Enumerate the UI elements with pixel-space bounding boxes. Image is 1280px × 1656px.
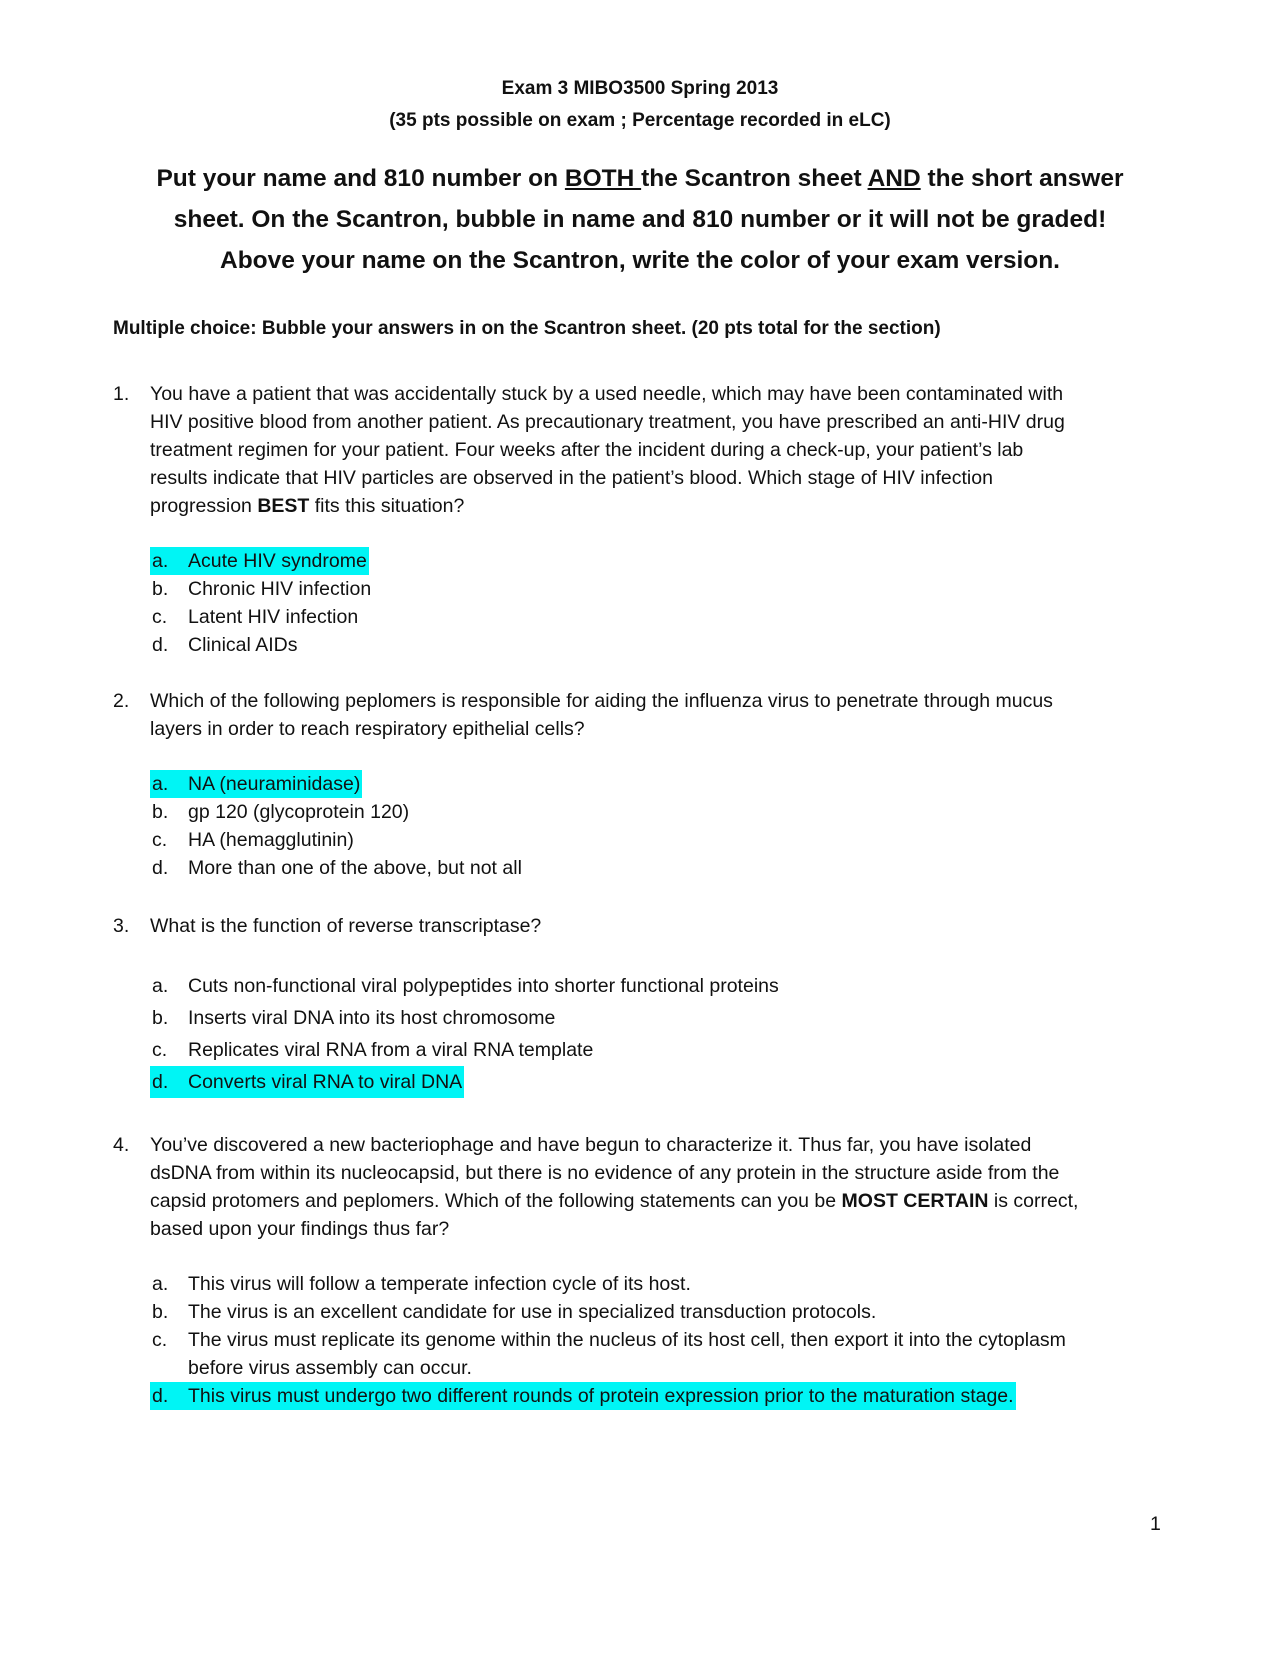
option-body [150,1270,693,1298]
option-a [150,1270,1183,1298]
option-text: Cuts non-functional viral polypeptides into shorter functional proteins [188,975,779,997]
option-c [150,826,1183,854]
option-text: Clinical AIDs [188,634,298,656]
option-text: This virus will follow a temperate infection cycle of its host. [188,1273,691,1295]
option-text: Replicates viral RNA from a viral RNA template [188,1039,594,1061]
option-text: HA (hemagglutinin) [188,829,354,851]
option-letter: c. [152,606,168,628]
question-number: 1. [113,383,130,405]
option-text: The virus must replicate its genome within the nucleus of its host cell, then export it into the cytoplasm [188,1329,1066,1351]
option-b [150,1002,1183,1034]
option-b [150,1298,1183,1326]
page-number: 1 [1150,1513,1161,1535]
question-emphasis: MOST CERTAIN [841,1190,989,1212]
option-d [150,854,1183,882]
question-number: 4. [113,1134,130,1156]
option-letter: d. [152,857,169,879]
instructions-line-1 [100,158,1180,199]
question-line-text: is correct, [988,1190,1079,1212]
instructions-text: the short answer [920,165,1124,192]
question-text [150,380,1183,520]
option-letter: b. [152,1007,169,1029]
option-text: Acute HIV syndrome [188,550,367,572]
answer-options [150,1270,1183,1410]
option-c [150,1034,1183,1066]
answer-options [150,547,1183,659]
question-line: Which of the following peplomers is responsible for aiding the influenza virus to penetrate through mucus [150,690,1053,712]
question-line: results indicate that HIV particles are observed in the patient’s blood. Which stage of HIV infection [150,467,993,489]
option-c [150,603,1183,631]
option-b [150,575,1183,603]
question-line: What is the function of reverse transcriptase? [150,915,542,937]
question-line [150,492,1183,520]
option-body [150,603,360,631]
option-a [150,770,1183,798]
question-stem [113,912,1183,940]
option-text: gp 120 (glycoprotein 120) [188,801,410,823]
instructions-text: Put your name and 810 number on [156,165,565,192]
question-stem [113,1131,1183,1243]
option-letter: b. [152,1301,169,1323]
option-body [150,970,781,1002]
option-letter: a. [152,975,169,997]
option-text-continued: before virus assembly can occur. [188,1357,472,1379]
instructions-text: the Scantron sheet [641,165,868,192]
question-stem [113,687,1183,743]
option-letter: a. [152,1273,169,1295]
answer-options [150,970,1183,1098]
option-letter: d. [152,1071,169,1093]
option-body [150,631,299,659]
option-letter: d. [152,1385,169,1407]
instructions-line-2: sheet. On the Scantron, bubble in name and 810 number or it will not be graded! [173,206,1107,233]
option-letter: a. [152,550,169,572]
option-body [150,798,411,826]
option-text: The virus is an excellent candidate for use in specialized transduction protocols. [188,1301,877,1323]
option-letter: a. [152,773,169,795]
question-line: based upon your findings thus far? [150,1218,450,1240]
option-letter: d. [152,634,169,656]
question-4 [113,1131,1183,1410]
option-body [150,854,524,882]
option-letter: c. [152,1039,168,1061]
question-line: You have a patient that was accidentally stuck by a used needle, which may have been contaminated with [150,383,1064,405]
option-letter: b. [152,578,169,600]
option-a [150,970,1183,1002]
option-body [150,1326,1068,1382]
exam-title: Exam 3 MIBO3500 Spring 2013 [501,78,779,99]
question-number: 3. [113,915,130,937]
option-text: Latent HIV infection [188,606,359,628]
question-text [150,912,1183,940]
option-body [150,826,356,854]
question-text [150,687,1183,743]
option-text: NA (neuraminidase) [188,773,361,795]
question-line-text: capsid protomers and peplomers. Which of the following statements can you be [150,1190,842,1212]
question-3 [113,912,1183,1098]
option-d [150,631,1183,659]
option-body [150,1034,595,1066]
instructions-line-3: Above your name on the Scantron, write the color of your exam version. [220,247,1060,274]
question-line: layers in order to reach respiratory epithelial cells? [150,718,585,740]
option-letter: b. [152,801,169,823]
question-line-text: fits this situation? [309,495,465,517]
correct-answer-highlight [150,547,369,575]
question-line: treatment regimen for your patient. Four weeks after the incident during a check-up, your patient’s lab [150,439,1024,461]
correct-answer-highlight [150,1382,1016,1410]
question-line [150,1187,1183,1215]
section-heading: Multiple choice: Bubble your answers in on the Scantron sheet. (20 pts total for the section) [113,318,941,339]
option-text: More than one of the above, but not all [188,857,522,879]
correct-answer-highlight [150,770,362,798]
option-text: Chronic HIV infection [188,578,372,600]
instructions-both: BOTH [564,165,642,192]
question-1 [113,380,1183,659]
question-line: HIV positive blood from another patient. As precautionary treatment, you have prescribed an anti-HIV drug [150,411,1065,433]
answer-options [150,770,1183,882]
option-letter: c. [152,829,168,851]
option-d [150,1382,1183,1410]
question-text [150,1131,1183,1243]
option-a [150,547,1183,575]
question-number: 2. [113,690,130,712]
question-line: dsDNA from within its nucleocapsid, but there is no evidence of any protein in the structure aside from the [150,1162,1060,1184]
option-letter: c. [152,1329,168,1351]
option-body [150,575,373,603]
exam-subtitle: (35 pts possible on exam ; Percentage recorded in eLC) [389,110,891,131]
option-body [150,1002,557,1034]
question-stem [113,380,1183,520]
option-text: Inserts viral DNA into its host chromosome [188,1007,556,1029]
instructions-and: AND [867,165,921,192]
option-d [150,1066,1183,1098]
option-c [150,1326,1183,1382]
correct-answer-highlight [150,1066,464,1098]
option-b [150,798,1183,826]
question-emphasis: BEST [257,495,310,517]
option-text: This virus must undergo two different rounds of protein expression prior to the maturation stage. [188,1385,1014,1407]
question-2 [113,687,1183,882]
option-text: Converts viral RNA to viral DNA [188,1071,463,1093]
question-line-text: progression [150,495,258,517]
option-body [150,1298,878,1326]
question-line: You’ve discovered a new bacteriophage and have begun to characterize it. Thus far, you have isolated [150,1134,1032,1156]
